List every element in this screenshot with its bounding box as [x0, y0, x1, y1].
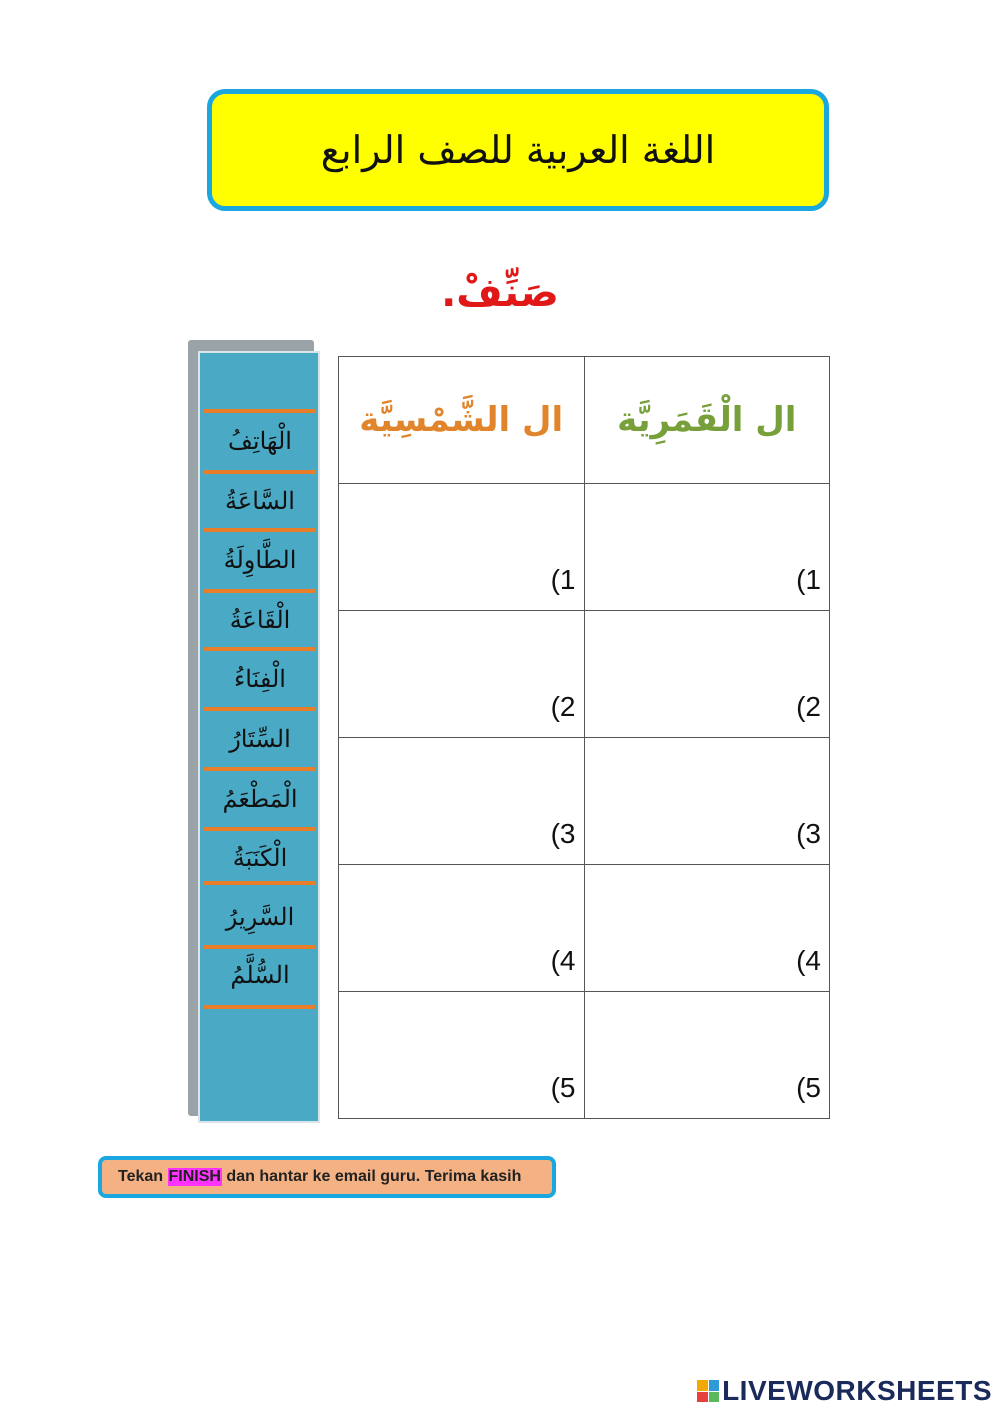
word-bank-item[interactable]: الْكَنَبَةُ	[232, 844, 288, 872]
shamsi-drop-zone-5[interactable]	[339, 992, 585, 1119]
word-bank-item[interactable]: السَّرِيرُ	[225, 903, 295, 931]
word-bank-divider	[204, 528, 316, 532]
shamsi-drop-zone-1[interactable]	[339, 484, 585, 611]
word-bank-item[interactable]: الْهَاتِفُ	[228, 427, 292, 455]
row-number: (2	[550, 691, 576, 722]
word-bank	[198, 351, 320, 1123]
qamari-drop-zone-1[interactable]	[584, 484, 830, 611]
word-bank-item[interactable]: الْمَطْعَمُ	[222, 785, 298, 813]
row-number: (3	[796, 818, 821, 849]
word-bank-item[interactable]: السَّاعَةُ	[225, 487, 295, 515]
shamsi-drop-zone-2[interactable]	[339, 611, 585, 738]
qamari-drop-zone-3[interactable]	[584, 738, 830, 865]
word-bank-item[interactable]: الْفِنَاءُ	[234, 665, 286, 693]
row-number: (4	[796, 945, 821, 976]
word-bank-item[interactable]: الْقَاعَةُ	[229, 606, 291, 634]
row-number: (5	[796, 1072, 821, 1103]
finish-instruction-note	[98, 1156, 556, 1198]
watermark-text: LIVEWORKSHEETS	[722, 1375, 992, 1406]
qamari-header: ال الْقَمَرِيَّة	[617, 400, 797, 440]
qamari-drop-zone-2[interactable]	[584, 611, 830, 738]
row-number: (3	[550, 818, 576, 849]
shamsi-drop-zone-4[interactable]	[339, 865, 585, 992]
row-number: (4	[550, 945, 576, 976]
row-number: (5	[550, 1072, 576, 1103]
row-number: (2	[796, 691, 821, 722]
row-number: (1	[796, 564, 821, 595]
word-bank-item[interactable]: الطَّاوِلَةُ	[223, 546, 297, 574]
word-bank-divider	[204, 409, 316, 413]
word-bank-divider	[204, 881, 316, 885]
classification-table	[338, 356, 830, 1119]
note-prefix: Tekan	[118, 1168, 164, 1185]
finish-highlight: FINISH	[168, 1168, 221, 1185]
word-bank-item[interactable]: السُّلَّمُ	[230, 961, 290, 989]
shamsi-header-cell	[339, 357, 585, 484]
row-number: (1	[550, 564, 576, 595]
qamari-header-cell	[584, 357, 830, 484]
shamsi-header: ال الشَّمْسِيَّة	[359, 400, 564, 440]
word-bank-divider	[204, 647, 316, 651]
word-bank-divider	[204, 1005, 316, 1009]
instruction-heading: صَنِّفْ.	[441, 270, 559, 316]
title-banner	[207, 89, 829, 211]
liveworksheets-logo-icon	[697, 1380, 719, 1402]
qamari-drop-zone-5[interactable]	[584, 992, 830, 1119]
note-suffix: dan hantar ke email guru. Terima kasih	[226, 1168, 522, 1185]
word-bank-divider	[204, 767, 316, 771]
word-bank-divider	[204, 707, 316, 711]
shamsi-drop-zone-3[interactable]	[339, 738, 585, 865]
page-title: اللغة العربية للصف الرابع	[320, 128, 716, 172]
qamari-drop-zone-4[interactable]	[584, 865, 830, 992]
word-bank-item[interactable]: السِّتَارُ	[229, 725, 291, 753]
liveworksheets-watermark	[697, 1375, 992, 1407]
